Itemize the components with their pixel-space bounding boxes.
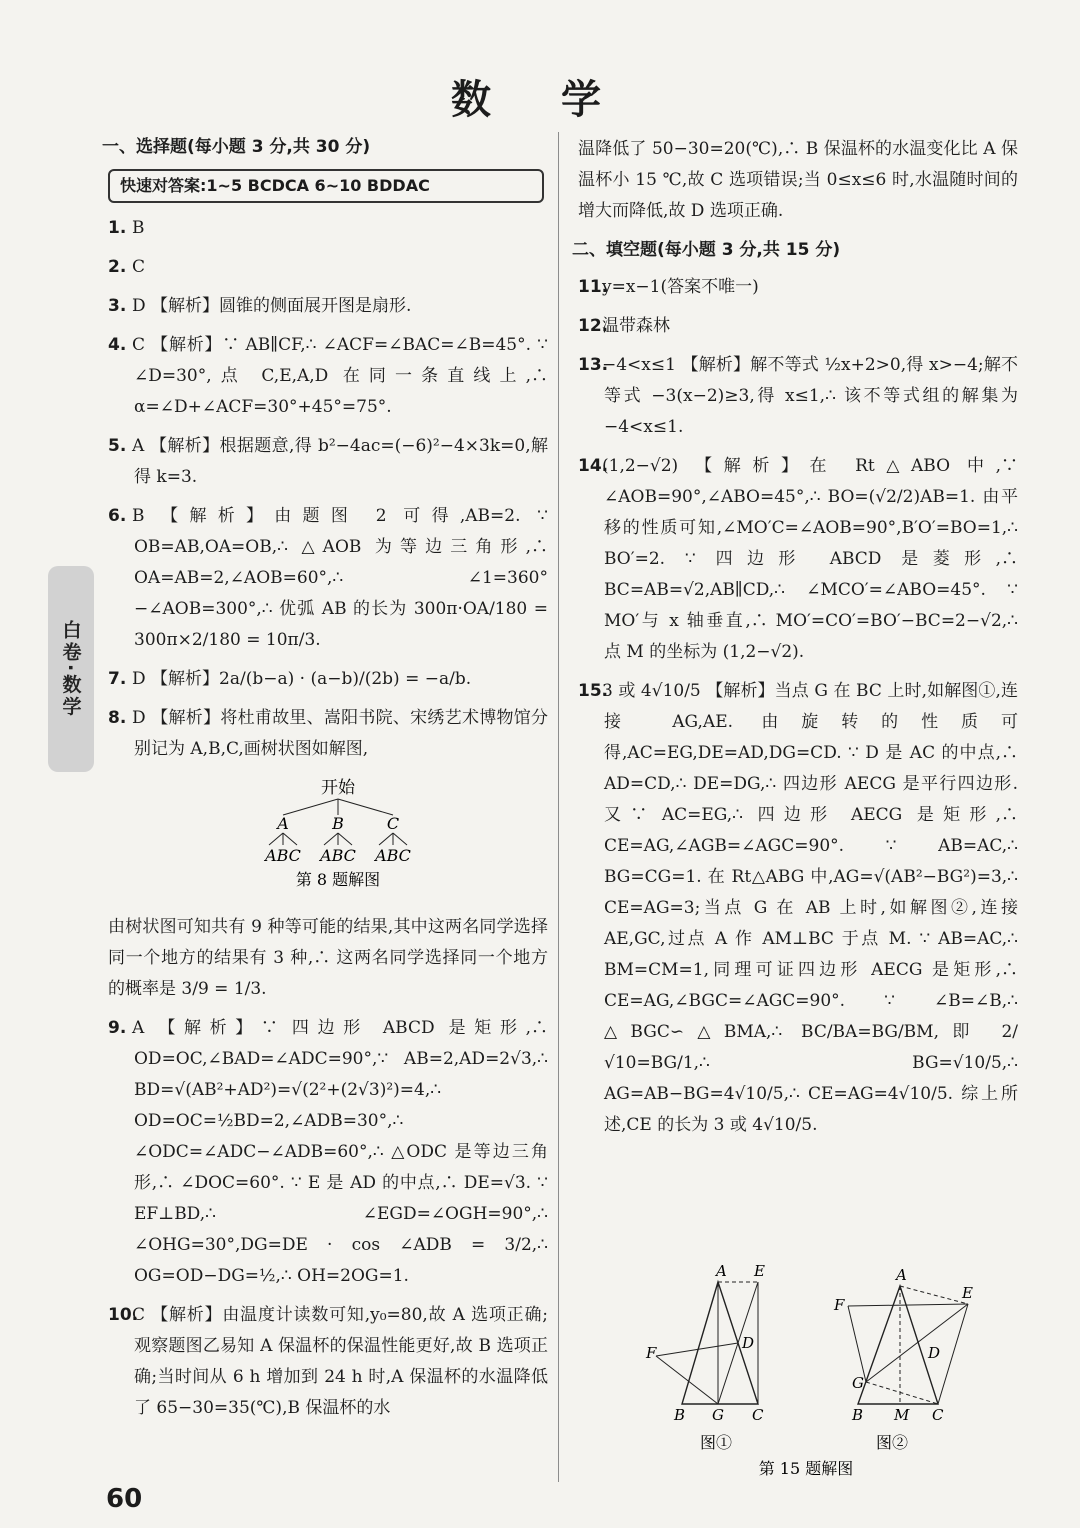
item-number: 8.	[108, 708, 127, 728]
point-label: D	[742, 1334, 755, 1352]
point-label: E	[962, 1284, 973, 1302]
point-label: M	[894, 1406, 910, 1424]
answer-item	[108, 213, 548, 244]
tree-diagram-svg	[108, 773, 548, 891]
segment-fe	[848, 1304, 968, 1306]
page-title: 数 学	[451, 77, 629, 123]
point-label: F	[834, 1296, 845, 1314]
figure-1-label: 图①	[699, 1433, 733, 1452]
item-number: 6.	[108, 506, 127, 526]
point-label: A	[896, 1266, 907, 1284]
answer-item	[108, 703, 548, 765]
answer-item	[578, 676, 1018, 1141]
tree-branch: B	[332, 814, 344, 833]
tree-edge	[324, 833, 338, 845]
tree-edge	[379, 833, 393, 845]
tree-branch: C	[386, 814, 400, 833]
item-number: 1.	[108, 218, 127, 238]
item-number: 14.	[578, 456, 609, 476]
figure-2	[833, 1266, 973, 1452]
point-label: F	[646, 1344, 657, 1362]
item-text: D 【解析】将杜甫故里、嵩阳书院、宋绣艺术博物馆分别记为 A,B,C,画树状图如解图,	[132, 708, 548, 759]
figure-1	[645, 1262, 765, 1452]
side-tab-label: 白卷·数学	[59, 619, 82, 719]
point-label: A	[716, 1262, 727, 1280]
item-text: C 【解析】由温度计读数可知,y₀=80,故 A 选项正确;观察题图乙易知 A 保温杯的保温性能更好,故 B 选项正确;当时间从 6 h 增加到 24 h 时,A 保温杯的水温降低了 65−30=35(℃),B 保温杯的水	[132, 1305, 548, 1418]
tree-edge	[269, 833, 283, 845]
item-text: B	[132, 218, 145, 238]
answer-item	[578, 272, 1018, 303]
figure-15	[630, 1262, 1030, 1492]
item-number: 4.	[108, 335, 127, 355]
answer-item	[108, 330, 548, 423]
tree-caption: 第 8 题解图	[295, 870, 381, 889]
tree-leaves: ABC	[320, 846, 356, 865]
tree-edge	[393, 833, 407, 845]
item-text: −4<x≤1 【解析】解不等式 ½x+2>0,得 x>−4;解不等式 −3(x−2)≥3,得 x≤1,∴ 该不等式组的解集为 −4<x≤1.	[602, 355, 1018, 437]
point-label: E	[754, 1262, 765, 1280]
answer-item	[108, 1300, 548, 1424]
segment-fg	[656, 1356, 718, 1404]
item-text: C 【解析】∵ AB∥CF,∴ ∠ACF=∠BAC=∠B=45°. ∵ ∠D=30°,点 C,E,A,D 在同一条直线上,∴ α=∠D+∠ACF=30°+45°=75°.	[132, 335, 548, 417]
answer-item	[108, 291, 548, 322]
point-label: B	[674, 1406, 686, 1424]
item-text: 3 或 4√10/5 【解析】当点 G 在 BC 上时,如解图①,连接 AG,AE. 由旋转的性质可得,AC=EG,DE=AD,DG=CD. ∵ D 是 AC 的中点,∴ AD=CD,∴ DE=DG,∴ 四边形 AECG 是平行四边形. 又∵ AC=EG,∴ 四边形 AECG 是矩形,∴ CE=AG,∠AGB=∠AGC=90°. ∵ AB=AC,∴ BG=CG=1. 在 Rt△ABG 中,AG=√(AB²−BG²)=3,∴ CE=AG=3;当点 G 在 AB 上时,如解图②,连接 AE,GC,过点 A 作 AM⊥BC 于点 M. ∵ AB=AC,∴ BM=CM=1,同理可证四边形 AECG 是矩形,∴ CE=AG,∠BGC=∠AGC=90°. ∵ ∠B=∠B,∴ △BGC∽△BMA,∴ BC/BA=BG/BM,即 2/√10=BG/1,∴ BG=√10/5,∴ AG=AB−BG=4√10/5,∴ CE=AG=4√10/5. 综上所述,CE 的长为 3 或 4√10/5.	[602, 681, 1018, 1135]
item-number: 3.	[108, 296, 127, 316]
figure-15-svg	[630, 1262, 1030, 1492]
point-label: C	[932, 1406, 944, 1424]
figure-2-label: 图②	[875, 1433, 909, 1452]
item-text: C	[132, 257, 146, 277]
tree-edge	[283, 833, 297, 845]
item-text: y=x−1(答案不唯一)	[602, 277, 759, 297]
answer-item	[108, 664, 548, 695]
item-number: 9.	[108, 1018, 127, 1038]
answer-item	[108, 501, 548, 656]
tree-diagram	[108, 773, 548, 902]
point-label: D	[928, 1344, 941, 1362]
tree-edge	[283, 799, 338, 815]
item-number: 7.	[108, 669, 127, 689]
answer-item	[578, 451, 1018, 668]
answer-item	[578, 350, 1018, 443]
tree-edge	[338, 799, 393, 815]
point-label: G	[852, 1374, 864, 1392]
item-text: D 【解析】2a/(b−a) · (a−b)/(2b) = −a/b.	[132, 669, 472, 689]
item-text: A 【解析】根据题意,得 b²−4ac=(−6)²−4×3k=0,解得 k=3.	[132, 436, 548, 487]
answer-item	[108, 252, 548, 283]
triangle-abc	[858, 1286, 941, 1404]
tree-branch: A	[277, 814, 289, 833]
point-label: B	[852, 1406, 864, 1424]
column-divider	[558, 132, 559, 1482]
tree-leaves: ABC	[375, 846, 411, 865]
figure-caption: 第 15 题解图	[758, 1459, 854, 1478]
item-text: D 【解析】圆锥的侧面展开图是扇形.	[132, 296, 412, 316]
item-text: 温带森林	[602, 316, 670, 336]
tree-root: 开始	[321, 778, 355, 798]
item-text: A 【解析】∵ 四边形 ABCD 是矩形,∴ OD=OC,∠BAD=∠ADC=90°,∵ AB=2,AD=2√3,∴ BD=√(AB²+AD²)=√(2²+(2√3)²)=4,∴ OD=OC=½BD=2,∠ADB=30°,∴ ∠ODC=∠ADC−∠ADB=60°,∴ △ODC 是等边三角形,∴ ∠DOC=60°. ∵ E 是 AD 的中点,∴ DE=√3. ∵ EF⊥BD,∴ ∠EGD=∠OGH=90°,∴ ∠OHG=30°,DG=DE · cos ∠ADB = 3/2,∴ OG=OD−DG=½,∴ OH=2OG=1.	[132, 1018, 548, 1286]
segment-ae	[900, 1286, 968, 1304]
segment-ge	[866, 1304, 968, 1382]
point-label: C	[752, 1406, 764, 1424]
section-heading-fill: 二、填空题(每小题 3 分,共 15 分)	[572, 240, 841, 260]
side-tab	[48, 566, 94, 772]
answer-item	[108, 431, 548, 493]
item-number: 11.	[578, 277, 609, 297]
item-number: 15.	[578, 681, 609, 701]
item-text: B 【解析】由题图 2 可得,AB=2. ∵ OB=AB,OA=OB,∴ △AOB 为等边三角形,∴ OA=AB=2,∠AOB=60°,∴ ∠1=360°−∠AOB=300°,∴ 优弧 AB 的长为 300π·OA/180 = 300π×2/180 = 10π/3.	[132, 506, 548, 650]
left-column	[102, 132, 548, 1432]
segment-fg	[848, 1306, 866, 1382]
right-column	[572, 132, 1018, 1149]
segment-gc	[866, 1382, 938, 1404]
answer-item	[108, 1013, 548, 1292]
answer-item	[578, 311, 1018, 342]
segment-ec	[938, 1304, 968, 1404]
tree-leaves: ABC	[265, 846, 301, 865]
item-number: 2.	[108, 257, 127, 277]
item-number: 12.	[578, 316, 609, 336]
section-heading-choice: 一、选择题(每小题 3 分,共 30 分)	[102, 137, 371, 157]
item-number: 13.	[578, 355, 609, 375]
item-number: 10.	[108, 1305, 139, 1325]
page-number: 60	[106, 1484, 143, 1514]
point-label: G	[712, 1406, 724, 1424]
item-number: 5.	[108, 436, 127, 456]
answer-item-continuation: 由树状图可知共有 9 种等可能的结果,其中这两名同学选择同一个地方的结果有 3 种,∴ 这两名同学选择同一个地方的概率是 3/9 = 1/3.	[108, 917, 548, 999]
quick-answers-box: 快速对答案:1~5 BCDCA 6~10 BDDAC	[108, 169, 544, 203]
tree-edge	[338, 833, 352, 845]
item-text: (1,2−√2) 【解析】在 Rt△ABO 中,∵ ∠AOB=90°,∠ABO=45°,∴ BO=(√2/2)AB=1. 由平移的性质可知,∠MO′C=∠AOB=90°,B′O′=BO=1,∴ BO′=2. ∵ 四边形 ABCD 是菱形,∴ BC=AB=√2,AB∥CD,∴ ∠MCO′=∠ABO=45°. ∵ MO′与 x 轴垂直,∴ MO′=CO′=BO′−BC=2−√2,∴ 点 M 的坐标为 (1,2−√2).	[602, 456, 1018, 662]
answer-item-continuation: 温降低了 50−30=20(℃),∴ B 保温杯的水温变化比 A 保温杯小 15 ℃,故 C 选项错误;当 0≤x≤6 时,水温随时间的增大而降低,故 D 选项正确.	[578, 139, 1018, 221]
